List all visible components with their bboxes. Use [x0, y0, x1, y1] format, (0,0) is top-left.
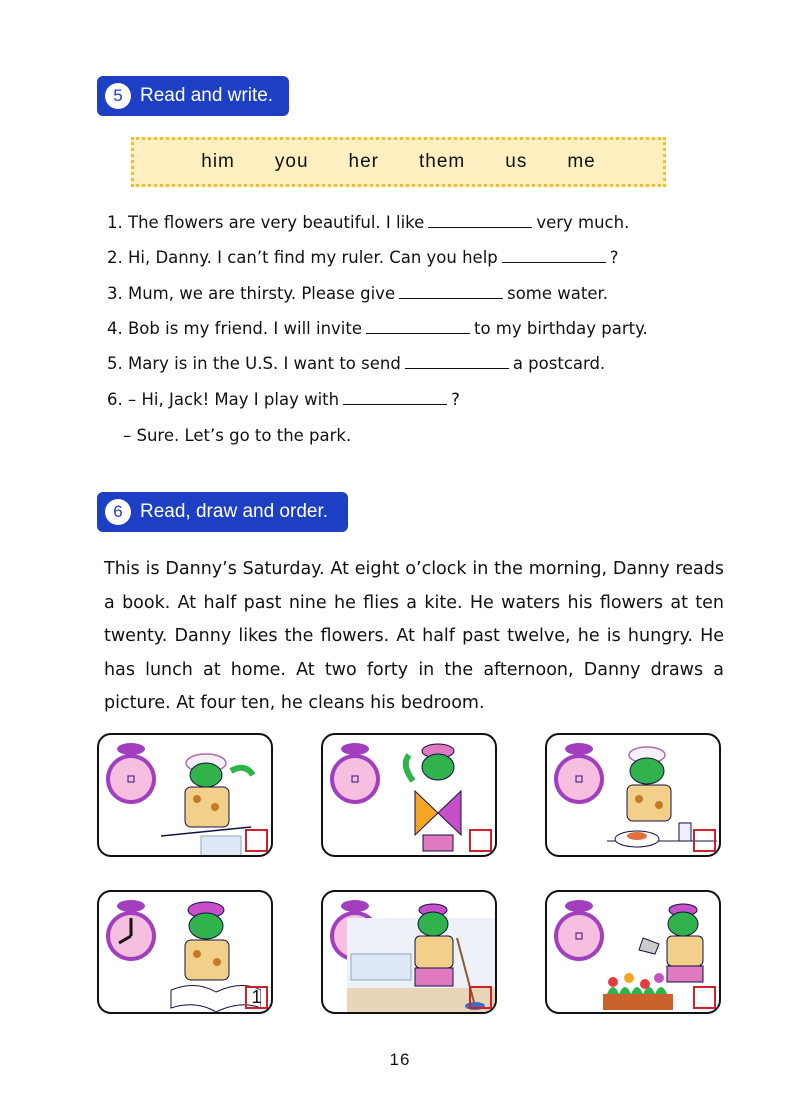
order-box[interactable]: [245, 829, 268, 852]
picture-lunch: [545, 733, 721, 857]
answer-blank[interactable]: [399, 284, 503, 299]
order-box[interactable]: [469, 986, 492, 1009]
clock-icon: [553, 741, 605, 811]
section-6-header: [97, 492, 348, 532]
question-6-reply: – Sure. Let’s go to the park.: [123, 426, 352, 445]
word-bank-item: me: [567, 151, 596, 172]
word-bank-item: us: [505, 151, 528, 172]
word-bank-item: her: [348, 151, 379, 172]
question-text: 6. – Hi, Jack! May I play with: [107, 390, 340, 409]
question-5: [107, 354, 605, 373]
answer-blank[interactable]: [366, 319, 470, 334]
question-text: 2. Hi, Danny. I can’t find my ruler. Can you help: [107, 248, 498, 267]
section-5-title: Read and write.: [140, 85, 274, 106]
section-6-number: 6: [105, 499, 131, 525]
word-bank-item: them: [419, 151, 466, 172]
order-box[interactable]: [693, 986, 716, 1009]
question-1: [107, 213, 629, 232]
clock-icon: [329, 741, 381, 811]
word-bank-item: you: [274, 151, 309, 172]
section-5-number: 5: [105, 83, 131, 109]
question-text: 1. The flowers are very beautiful. I like: [107, 213, 425, 232]
dino-kite-art: [393, 741, 473, 857]
section-5-header: [97, 76, 289, 116]
question-text: 3. Mum, we are thirsty. Please give: [107, 284, 396, 303]
question-text-after: to my birthday party.: [474, 319, 648, 338]
picture-reading: [97, 890, 273, 1014]
question-3: [107, 284, 608, 303]
picture-watering: [545, 890, 721, 1014]
question-text-after: very much.: [536, 213, 630, 232]
section-6-title: Read, draw and order.: [140, 501, 329, 522]
answer-blank[interactable]: [428, 213, 532, 228]
question-text-after: ?: [451, 390, 460, 409]
picture-drawing: [97, 733, 273, 857]
order-box[interactable]: 1: [245, 986, 268, 1009]
answer-blank[interactable]: [502, 248, 606, 263]
question-text: 5. Mary is in the U.S. I want to send: [107, 354, 401, 373]
picture-cleaning: [321, 890, 497, 1014]
reading-paragraph: This is Danny’s Saturday. At eight o’clock in the morning, Danny reads a book. At half past nine he flies a kite. He waters his flowers at ten twenty. Danny likes the flowers. At half past twelve, he is hungry. He has lunch at home. At two forty in the afternoon, Danny draws a picture. At four ten, he cleans his bedroom.: [104, 559, 724, 713]
answer-blank[interactable]: [405, 354, 509, 369]
page-number: 16: [389, 1050, 411, 1069]
answer-blank[interactable]: [343, 390, 447, 405]
question-text-after: some water.: [507, 284, 608, 303]
picture-kite: [321, 733, 497, 857]
clock-icon: [105, 898, 157, 968]
word-bank: [131, 137, 666, 187]
question-text-after: a postcard.: [512, 354, 606, 373]
clock-icon: [553, 898, 605, 968]
question-text: 4. Bob is my friend. I will invite: [107, 319, 362, 338]
order-box[interactable]: [469, 829, 492, 852]
clock-icon: [105, 741, 157, 811]
question-2: [107, 248, 619, 267]
question-6: [107, 390, 460, 409]
word-bank-item: him: [201, 151, 235, 172]
question-4: [107, 319, 648, 338]
question-text-after: ?: [609, 248, 619, 267]
order-box[interactable]: [693, 829, 716, 852]
